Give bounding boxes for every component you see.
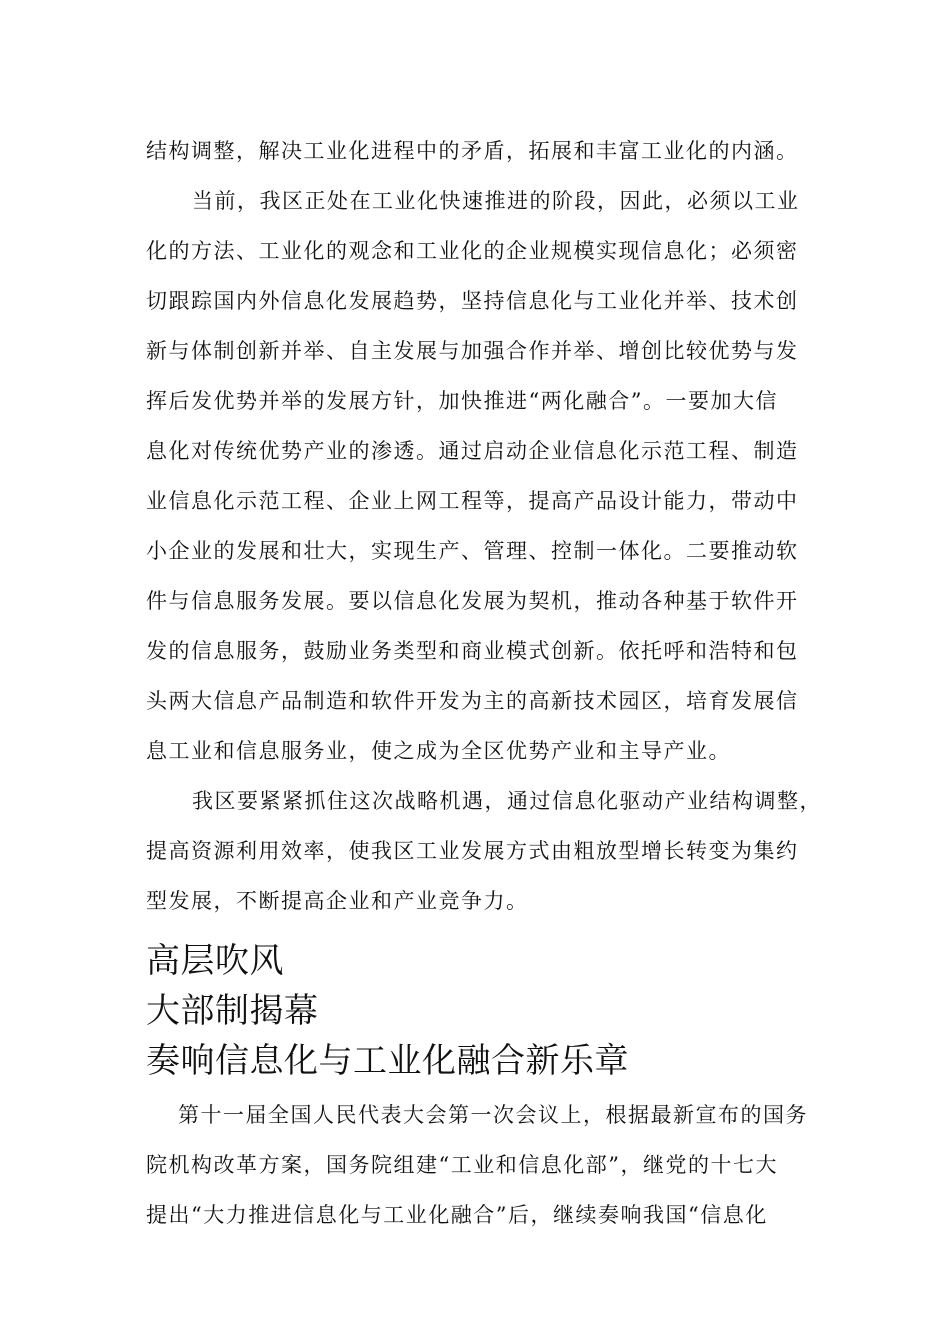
text-line: 息化对传统优势产业的渗透。通过启动企业信息化示范工程、制造: [146, 439, 799, 463]
document-body: [146, 126, 822, 1240]
text-line: 当前，我区正处在工业化快速推进的阶段，因此，必须以工业: [192, 189, 800, 213]
text-line: 切跟踪国内外信息化发展趋势，坚持信息化与工业化并举、技术创: [146, 289, 799, 313]
text-line: 结构调整，解决工业化进程中的矛盾，拓展和丰富工业化的内涵。: [146, 139, 799, 163]
text-line: 化的方法、工业化的观念和工业化的企业规模实现信息化；必须密: [146, 239, 799, 263]
text-line: 新与体制创新并举、自主发展与加强合作并举、增创比较优势与发: [146, 339, 799, 363]
text-line: 第十一届全国人民代表大会第一次会议上，根据最新宣布的国务: [178, 1103, 808, 1127]
text-line: 头两大信息产品制造和软件开发为主的高新技术园区，培育发展信: [146, 689, 799, 713]
text-line: 件与信息服务发展。要以信息化发展为契机，推动各种基于软件开: [146, 589, 799, 613]
heading-line: 奏响信息化与工业化融合新乐章: [146, 1041, 629, 1081]
text-line: 业信息化示范工程、企业上网工程等，提高产品设计能力，带动中: [146, 489, 799, 513]
text-line: 发的信息服务，鼓励业务类型和商业模式创新。依托呼和浩特和包: [146, 639, 799, 663]
paragraph-strategy: [146, 776, 822, 926]
section-heading: [146, 936, 806, 1086]
text-line: 我区要紧紧抓住这次战略机遇，通过信息化驱动产业结构调整，: [192, 789, 822, 813]
heading-line: 高层吹风: [146, 941, 284, 981]
heading-line: 大部制揭幕: [146, 991, 319, 1031]
text-line: 挥后发优势并举的发展方针，加快推进“两化融合”。一要加大信: [146, 389, 778, 413]
text-line: 型发展，不断提高企业和产业竞争力。: [146, 889, 529, 913]
paragraph-continuation: [146, 126, 806, 176]
paragraph-ministry: [146, 1090, 806, 1240]
text-line: 提出“大力推进信息化与工业化融合”后，继续奏响我国“信息化: [146, 1203, 768, 1227]
text-line: 小企业的发展和壮大，实现生产、管理、控制一体化。二要推动软: [146, 539, 799, 563]
text-line: 院机构改革方案，国务院组建“工业和信息化部”，继党的十七大: [146, 1153, 778, 1177]
text-line: 提高资源利用效率，使我区工业发展方式由粗放型增长转变为集约: [146, 839, 799, 863]
text-line: 息工业和信息服务业，使之成为全区优势产业和主导产业。: [146, 739, 731, 763]
paragraph-industrialization: [146, 176, 806, 776]
